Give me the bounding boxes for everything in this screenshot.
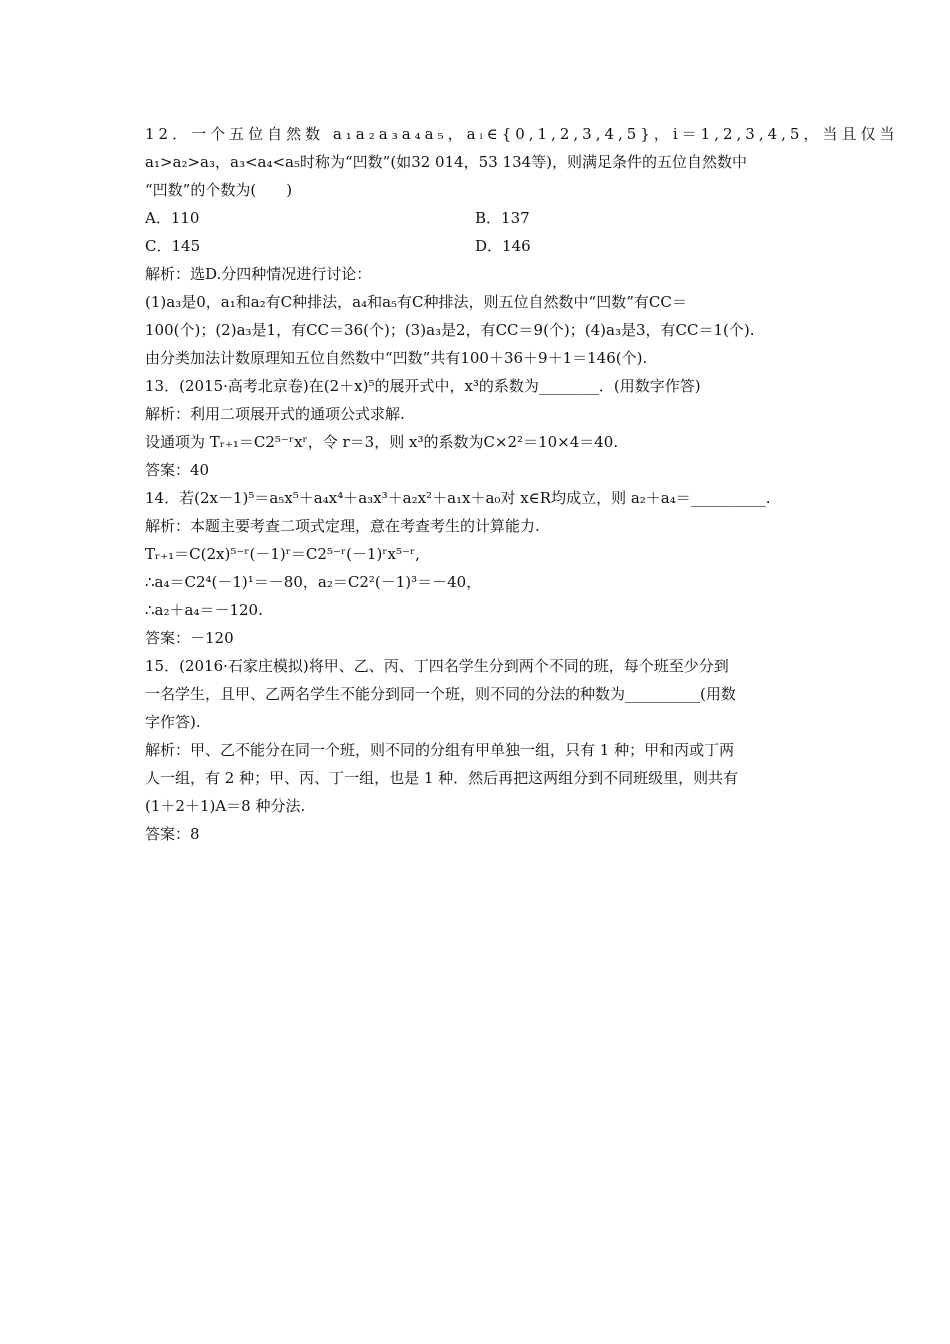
q13-question: 13．(2015·高考北京卷)在(2＋x)⁵的展开式中，x³的系数为________．(用数字作答) — [145, 377, 701, 395]
q15-question-line-2: 一名学生，且甲、乙两名学生不能分到同一个班，则不同的分法的种数为__________(用数 — [145, 685, 736, 703]
q15-answer: 答案：8 — [145, 825, 200, 843]
q12-question-line-3: “凹数”的个数为( ) — [145, 181, 293, 199]
q14-analysis-line-2: Tᵣ₊₁＝C(2x)⁵⁻ʳ(－1)ʳ＝C2⁵⁻ʳ(－1)ʳx⁵⁻ʳ, — [145, 545, 420, 563]
q14-answer: 答案：－120 — [145, 629, 234, 647]
q14-analysis-line-4: ∴a₂＋a₄＝－120. — [145, 601, 263, 619]
q13-analysis-line-1: 解析：利用二项展开式的通项公式求解. — [145, 405, 405, 423]
q12-analysis-line-1: 解析：选D.分四种情况进行讨论： — [145, 265, 372, 283]
q15-question-line-1: 15．(2016·石家庄模拟)将甲、乙、丙、丁四名学生分到两个不同的班，每个班至少分到 — [145, 657, 729, 675]
option-d: D．146 — [475, 237, 531, 255]
q15-analysis-line-1: 解析：甲、乙不能分在同一个班，则不同的分组有甲单独一组，只有 1 种；甲和丙或丁两 — [145, 741, 735, 759]
q15-analysis-line-3: (1＋2＋1)A＝8 种分法. — [145, 797, 306, 815]
q12-analysis-line-4: 由分类加法计数原理知五位自然数中“凹数”共有100＋36＋9＋1＝146(个). — [145, 349, 648, 367]
option-b: B．137 — [475, 209, 530, 227]
q13-analysis-line-2: 设通项为 Tᵣ₊₁＝C2⁵⁻ʳxʳ，令 r＝3，则 x³的系数为C×2²＝10×4＝40. — [145, 433, 619, 451]
option-c: C．145 — [145, 237, 201, 255]
q14-analysis-line-1: 解析：本题主要考查二项式定理，意在考查考生的计算能力. — [145, 517, 540, 535]
option-a: A．110 — [145, 209, 200, 227]
q12-question-line-1: 12．一个五位自然数 a₁a₂a₃a₄a₅，aᵢ∈{0,1,2,3,4,5}，i＝1,2,3,4,5，当且仅当 — [145, 125, 899, 143]
q13-answer: 答案：40 — [145, 461, 210, 479]
q12-question-line-2: a₁>a₂>a₃，a₃<a₄<a₅时称为“凹数”(如32 014，53 134等)，则满足条件的五位自然数中 — [145, 153, 748, 171]
q12-analysis-line-3: 100(个)；(2)a₃是1，有CC＝36(个)；(3)a₃是2，有CC＝9(个)；(4)a₃是3，有CC＝1(个). — [145, 321, 755, 339]
q15-question-line-3: 字作答). — [145, 713, 201, 731]
q12-options-row-2 — [145, 232, 810, 260]
q14-question: 14．若(2x－1)⁵＝a₅x⁵＋a₄x⁴＋a₃x³＋a₂x²＋a₁x＋a₀对 x∈R均成立，则 a₂＋a₄＝__________. — [145, 489, 771, 507]
q12-options-row-1 — [145, 204, 810, 232]
q12-analysis-line-2: (1)a₃是0，a₁和a₂有C种排法，a₄和a₅有C种排法，则五位自然数中“凹数”有CC＝ — [145, 293, 687, 311]
q15-analysis-line-2: 人一组，有 2 种；甲、丙、丁一组，也是 1 种．然后再把这两组分到不同班级里，则共有 — [145, 769, 739, 787]
document-page — [145, 120, 899, 848]
q14-analysis-line-3: ∴a₄＝C2⁴(－1)¹＝－80，a₂＝C2²(－1)³＝－40， — [145, 573, 482, 591]
